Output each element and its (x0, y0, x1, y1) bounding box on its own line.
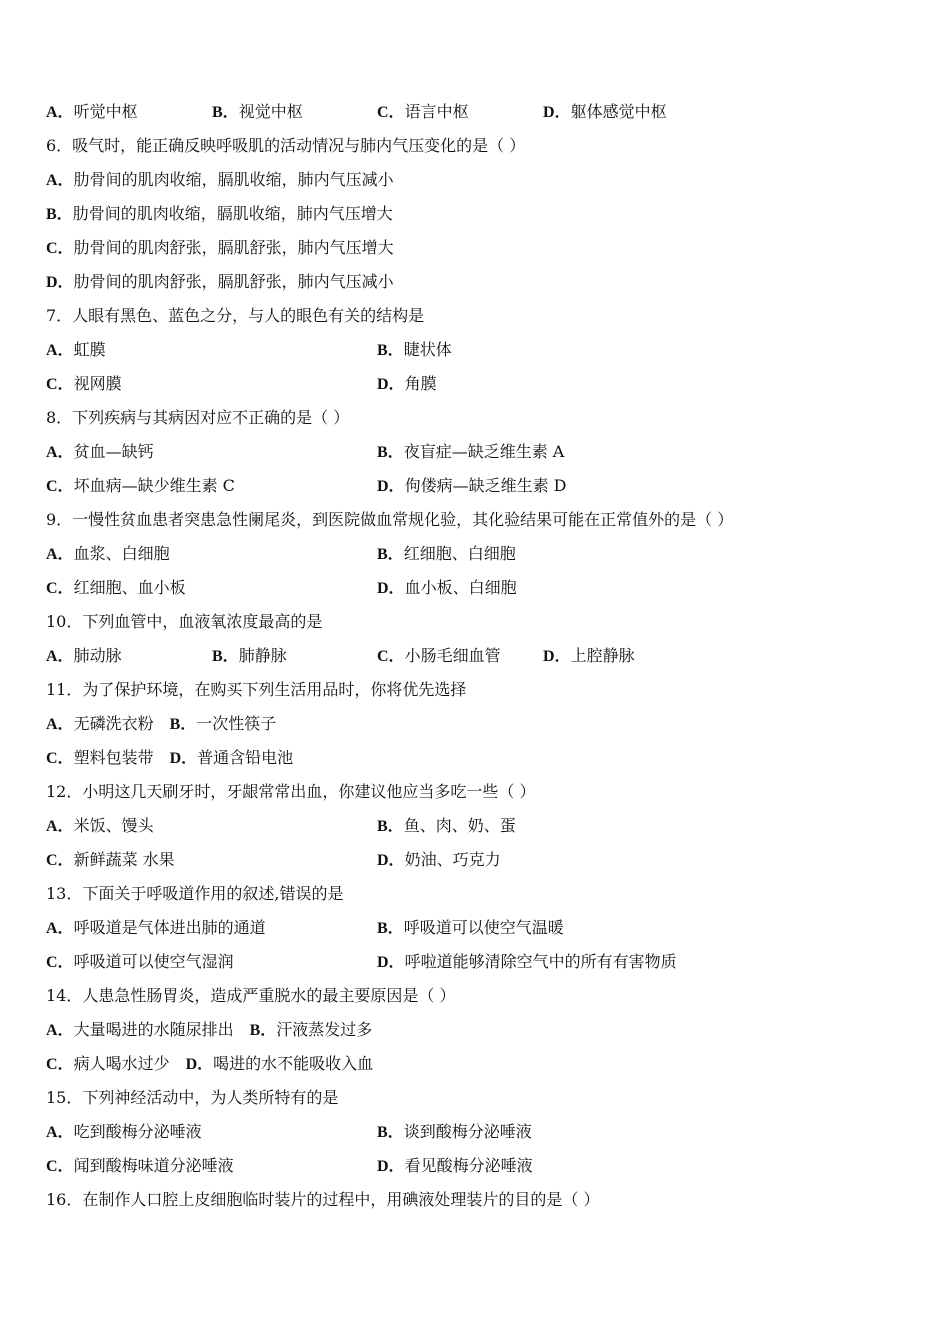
q16-stem: 16．在制作人口腔上皮细胞临时装片的过程中，用碘液处理装片的目的是（ ） (46, 1190, 600, 1209)
q9-options-row-1 (46, 537, 906, 571)
q7-stem: 7．人眼有黑色、蓝色之分，与人的眼色有关的结构是 (46, 306, 425, 325)
q7-options-row-2 (46, 367, 906, 401)
q6-option-a[interactable]: A．肋骨间的肌肉收缩，膈肌收缩，肺内气压减小 (46, 170, 394, 189)
q11-options-row-1 (46, 707, 906, 741)
q10-option-d[interactable]: D．上腔静脉 (543, 646, 635, 665)
q11-options-row-2 (46, 741, 906, 775)
q7-options-row-1 (46, 333, 906, 367)
q8-option-b[interactable]: B．夜盲症—缺乏维生素 A (377, 442, 565, 461)
q10-stem: 10．下列血管中，血液氧浓度最高的是 (46, 612, 323, 631)
q9-stem: 9．一慢性贫血患者突患急性阑尾炎，到医院做血常规化验，其化验结果可能在正常值外的是（ ） (46, 510, 734, 529)
q9-option-d[interactable]: D．血小板、白细胞 (377, 578, 517, 597)
q10-options-row (46, 639, 906, 673)
q11-stem: 11．为了保护环境，在购买下列生活用品时，你将优先选择 (46, 680, 467, 699)
q5-option-b[interactable]: B．视觉中枢 (212, 102, 303, 121)
q14-option-a[interactable]: A．大量喝进的水随尿排出 (46, 1020, 234, 1039)
q14-option-d[interactable]: D．喝进的水不能吸收入血 (185, 1054, 374, 1073)
q13-stem: 13．下面关于呼吸道作用的叙述,错误的是 (46, 884, 344, 903)
q6-stem: 6．吸气时，能正确反映呼吸肌的活动情况与肺内气压变化的是（ ） (46, 136, 526, 155)
q7-option-c[interactable]: C．视网膜 (46, 374, 122, 393)
q15-option-b[interactable]: B．谈到酸梅分泌唾液 (377, 1122, 532, 1141)
q7-option-d[interactable]: D．角膜 (377, 374, 437, 393)
q12-stem: 12．小明这几天刷牙时，牙龈常常出血，你建议他应当多吃一些（ ） (46, 782, 536, 801)
q15-stem: 15．下列神经活动中，为人类所特有的是 (46, 1088, 339, 1107)
q13-option-d[interactable]: D．呼啦道能够清除空气中的所有有害物质 (377, 952, 677, 971)
q15-option-c[interactable]: C．闻到酸梅味道分泌唾液 (46, 1156, 234, 1175)
q10-option-a[interactable]: A．肺动脉 (46, 646, 122, 665)
q13-options-row-1 (46, 911, 906, 945)
q11-option-c[interactable]: C．塑料包装带 (46, 748, 154, 767)
q6-option-d[interactable]: D．肋骨间的肌肉舒张，膈肌舒张，肺内气压减小 (46, 272, 394, 291)
q14-options-row-1 (46, 1013, 906, 1047)
q15-option-d[interactable]: D．看见酸梅分泌唾液 (377, 1156, 533, 1175)
q12-option-b[interactable]: B．鱼、肉、奶、蛋 (377, 816, 516, 835)
q12-option-d[interactable]: D．奶油、巧克力 (377, 850, 501, 869)
q8-option-a[interactable]: A．贫血—缺钙 (46, 442, 154, 461)
q10-option-c[interactable]: C．小肠毛细血管 (377, 646, 501, 665)
q12-options-row-2 (46, 843, 906, 877)
q14-option-c[interactable]: C．病人喝水过少 (46, 1054, 170, 1073)
q14-stem: 14．人患急性肠胃炎，造成严重脱水的最主要原因是（ ） (46, 986, 456, 1005)
q14-option-b[interactable]: B．汗液蒸发过多 (249, 1020, 373, 1039)
q13-option-a[interactable]: A．呼吸道是气体进出肺的通道 (46, 918, 266, 937)
exam-page (46, 95, 906, 1217)
q8-option-c[interactable]: C．坏血病—缺少维生素 C (46, 476, 235, 495)
q6-option-c[interactable]: C．肋骨间的肌肉舒张，膈肌舒张，肺内气压增大 (46, 238, 394, 257)
q8-option-d[interactable]: D．佝偻病—缺乏维生素 D (377, 476, 567, 495)
q8-options-row-1 (46, 435, 906, 469)
q5-option-c[interactable]: C．语言中枢 (377, 102, 469, 121)
q8-options-row-2 (46, 469, 906, 503)
q5-option-d[interactable]: D．躯体感觉中枢 (543, 102, 667, 121)
q5-options-row (46, 95, 906, 129)
q12-options-row-1 (46, 809, 906, 843)
q7-option-b[interactable]: B．睫状体 (377, 340, 452, 359)
q11-option-d[interactable]: D．普通含铅电池 (169, 748, 294, 767)
q9-option-a[interactable]: A．血浆、白细胞 (46, 544, 170, 563)
q13-option-c[interactable]: C．呼吸道可以使空气湿润 (46, 952, 234, 971)
q6-option-b[interactable]: B．肋骨间的肌肉收缩，膈肌收缩，肺内气压增大 (46, 204, 393, 223)
q14-options-row-2 (46, 1047, 906, 1081)
q15-options-row-1 (46, 1115, 906, 1149)
q12-option-c[interactable]: C．新鲜蔬菜 水果 (46, 850, 175, 869)
q11-option-a[interactable]: A．无磷洗衣粉 (46, 714, 154, 733)
q15-option-a[interactable]: A．吃到酸梅分泌唾液 (46, 1122, 202, 1141)
q9-options-row-2 (46, 571, 906, 605)
q10-option-b[interactable]: B．肺静脉 (212, 646, 287, 665)
q5-option-a[interactable]: A．听觉中枢 (46, 102, 138, 121)
q13-option-b[interactable]: B．呼吸道可以使空气温暖 (377, 918, 564, 937)
q8-stem: 8．下列疾病与其病因对应不正确的是（ ） (46, 408, 350, 427)
q7-option-a[interactable]: A．虹膜 (46, 340, 106, 359)
q15-options-row-2 (46, 1149, 906, 1183)
q12-option-a[interactable]: A．米饭、馒头 (46, 816, 154, 835)
q9-option-c[interactable]: C．红细胞、血小板 (46, 578, 186, 597)
q11-option-b[interactable]: B．一次性筷子 (169, 714, 277, 733)
q13-options-row-2 (46, 945, 906, 979)
q9-option-b[interactable]: B．红细胞、白细胞 (377, 544, 516, 563)
